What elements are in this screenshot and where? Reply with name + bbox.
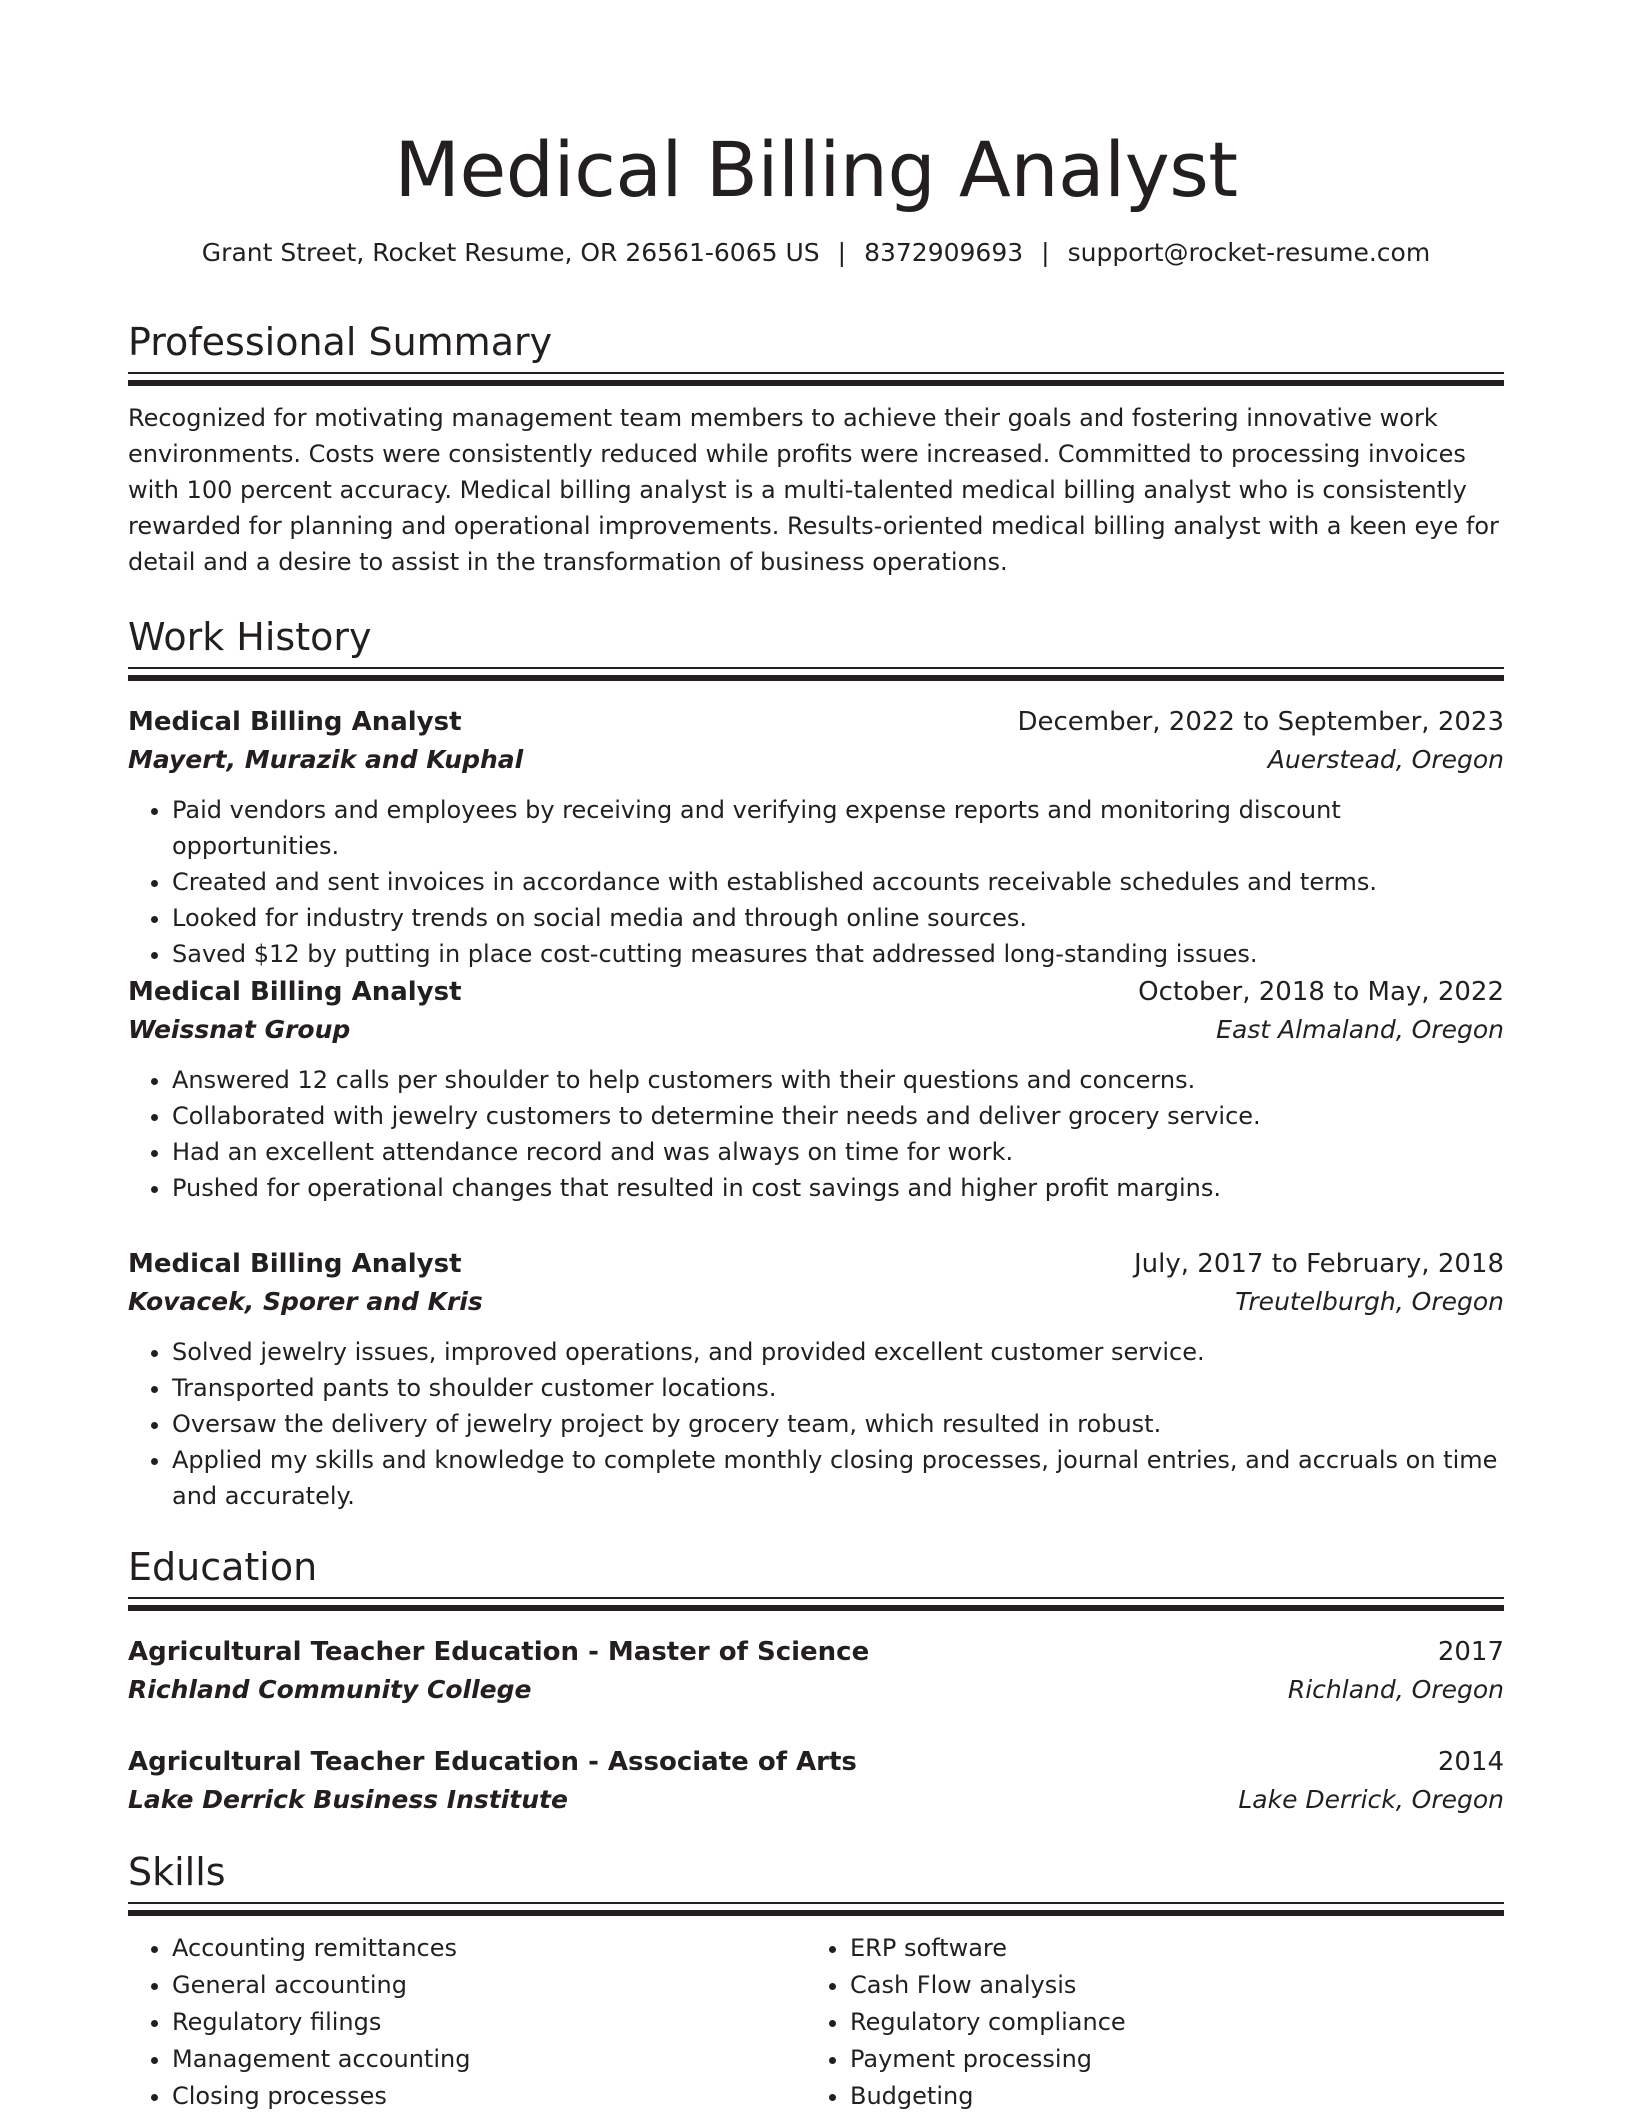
contact-email: support@rocket-resume.com — [1067, 238, 1431, 267]
job-bullets — [128, 792, 1504, 972]
job-title: Medical Billing Analyst — [128, 1249, 462, 1279]
skills-section — [128, 1848, 1504, 2115]
section-rule — [128, 675, 1504, 681]
contact-line — [128, 236, 1504, 270]
job-bullet: • Oversaw the delivery of jewelry project by grocery team, which resulted in robust. — [172, 1406, 1504, 1442]
job-location: Auerstead, Oregon — [1267, 745, 1504, 774]
skills-columns — [128, 1930, 1504, 2115]
job-bullets — [128, 1334, 1504, 1514]
section-rule — [128, 380, 1504, 386]
contact-separator: | — [837, 238, 847, 267]
education-entry — [128, 1634, 1504, 1708]
section-rule — [128, 1910, 1504, 1916]
contact-phone: 8372909693 — [864, 238, 1024, 267]
skills-list-right — [806, 1930, 1484, 2115]
job-bullet: • Transported pants to shoulder customer locations. — [172, 1370, 1504, 1406]
job-bullet: • Saved $12 by putting in place cost-cutting measures that addressed long-standing issues. — [172, 936, 1504, 972]
education-location: Lake Derrick, Oregon — [1238, 1785, 1504, 1814]
education-school: Richland Community College — [128, 1675, 532, 1704]
summary-section — [128, 318, 1504, 580]
job-company: Kovacek, Sporer and Kris — [128, 1287, 483, 1316]
job-company: Weissnat Group — [128, 1015, 351, 1044]
job-bullet: • Solved jewelry issues, improved operations, and provided excellent customer service. — [172, 1334, 1504, 1370]
summary-text: Recognized for motivating management team members to achieve their goals and fostering innovative work environments. Costs were consistently reduced while profits were increased. Committed to processing invoices with 100 percent accuracy. Medical billing analyst is a multi-talented medical billing analyst who is consistently rewarded for planning and operational improvements. Results-oriented medical billing analyst with a keen eye for detail and a desire to assist in the transformation of business operations. — [128, 404, 1499, 576]
job-bullet: • Paid vendors and employees by receiving and verifying expense reports and monitoring discount opportunities. — [172, 792, 1504, 864]
job-bullets — [128, 1062, 1504, 1206]
job-title: Medical Billing Analyst — [128, 707, 462, 737]
work-history-heading: Work History — [128, 615, 372, 659]
skills-heading: Skills — [128, 1850, 226, 1894]
skill-item: • Accounting remittances — [172, 1930, 806, 1967]
contact-address: Grant Street, Rocket Resume, OR 26561-6065 US — [201, 238, 820, 267]
summary-heading: Professional Summary — [128, 320, 553, 364]
job-location: Treutelburgh, Oregon — [1235, 1287, 1504, 1316]
job-bullet: • Collaborated with jewelry customers to determine their needs and deliver grocery service. — [172, 1098, 1504, 1134]
job-location: East Almaland, Oregon — [1216, 1015, 1504, 1044]
job-bullet: • Pushed for operational changes that resulted in cost savings and higher profit margins. — [172, 1170, 1504, 1206]
section-rule — [128, 1605, 1504, 1611]
skill-item: • Regulatory filings — [172, 2004, 806, 2041]
resume-page — [128, 0, 1504, 2110]
education-degree: Agricultural Teacher Education - Associate of Arts — [128, 1747, 857, 1777]
education-year: 2014 — [1437, 1747, 1504, 1777]
job-entry — [128, 1246, 1504, 1514]
job-dates: July, 2017 to February, 2018 — [1134, 1249, 1504, 1279]
job-bullet: • Had an excellent attendance record and was always on time for work. — [172, 1134, 1504, 1170]
job-dates: October, 2018 to May, 2022 — [1138, 977, 1504, 1007]
education-heading: Education — [128, 1545, 318, 1589]
job-dates: December, 2022 to September, 2023 — [1017, 707, 1504, 737]
skill-item: • Regulatory compliance — [850, 2004, 1484, 2041]
skill-item: • General accounting — [172, 1967, 806, 2004]
education-year: 2017 — [1437, 1637, 1504, 1667]
skill-item: • Payment processing — [850, 2041, 1484, 2078]
work-history-section — [128, 613, 1504, 681]
job-title: Medical Billing Analyst — [128, 977, 462, 1007]
job-entry — [128, 974, 1504, 1206]
skill-item: • ERP software — [850, 1930, 1484, 1967]
job-company: Mayert, Murazik and Kuphal — [128, 745, 524, 774]
job-entry — [128, 704, 1504, 972]
job-bullet: • Looked for industry trends on social media and through online sources. — [172, 900, 1504, 936]
education-location: Richland, Oregon — [1287, 1675, 1504, 1704]
skill-item: • Budgeting — [850, 2078, 1484, 2115]
education-section — [128, 1543, 1504, 1611]
skill-item: • Closing processes — [172, 2078, 806, 2115]
skills-list-left — [128, 1930, 806, 2115]
education-degree: Agricultural Teacher Education - Master of Science — [128, 1637, 870, 1667]
skill-item: • Management accounting — [172, 2041, 806, 2078]
contact-separator: | — [1041, 238, 1050, 267]
skill-item: • Cash Flow analysis — [850, 1967, 1484, 2004]
job-bullet: • Applied my skills and knowledge to complete monthly closing processes, journal entries, and accruals on time and accurately. — [172, 1442, 1504, 1514]
resume-name: Medical Billing Analyst — [394, 125, 1238, 214]
education-entry — [128, 1744, 1504, 1818]
job-bullet: • Created and sent invoices in accordance with established accounts receivable schedules and terms. — [172, 864, 1504, 900]
education-school: Lake Derrick Business Institute — [128, 1785, 568, 1814]
job-bullet: • Answered 12 calls per shoulder to help customers with their questions and concerns. — [172, 1062, 1504, 1098]
